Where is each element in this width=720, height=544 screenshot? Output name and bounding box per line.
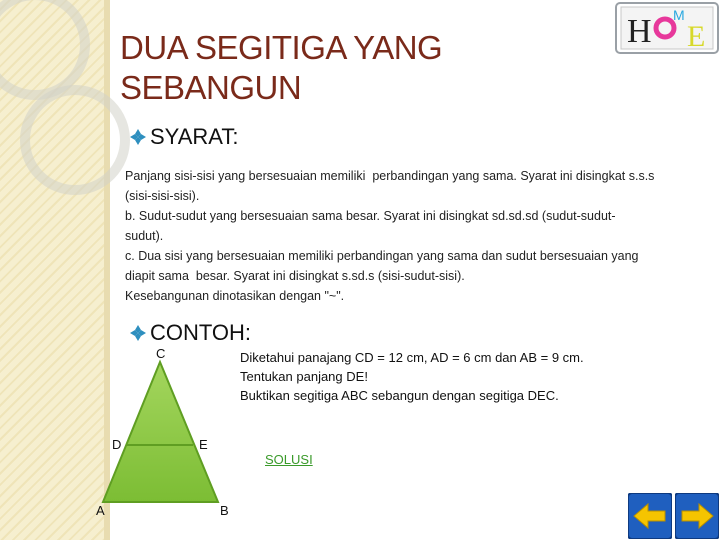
vertex-label-e: E <box>199 437 208 452</box>
title-line-1: DUA SEGITIGA YANG <box>120 29 443 66</box>
syarat-heading <box>130 124 238 150</box>
syarat-line: diapit sama besar. Syarat ini disingkat s.sd.s (sisi-sudut-sisi). <box>125 269 465 283</box>
next-button[interactable] <box>675 493 719 539</box>
triangle-abc <box>103 362 218 502</box>
home-logo[interactable] <box>615 2 719 54</box>
solusi-link[interactable]: SOLUSI <box>265 452 313 467</box>
prev-button[interactable] <box>628 493 672 539</box>
problem-line: Tentukan panjang DE! <box>240 369 368 384</box>
diamond-bullet-icon <box>130 325 146 341</box>
syarat-line: sudut). <box>125 229 164 243</box>
syarat-label: SYARAT: <box>150 124 239 149</box>
syarat-line: c. Dua sisi yang bersesuaian memiliki perbandingan yang sama dan sudut bersesuaian yang <box>125 249 639 263</box>
syarat-line: Kesebangunan dinotasikan dengan "~". <box>125 289 345 303</box>
syarat-paragraph <box>125 166 705 306</box>
triangle-figure <box>100 350 240 520</box>
vertex-label-b: B <box>220 503 229 518</box>
vertex-label-c: C <box>156 346 166 361</box>
contoh-label: CONTOH: <box>150 320 252 345</box>
title-line-2: SEBANGUN <box>120 69 302 106</box>
page-title <box>120 28 442 108</box>
syarat-line: (sisi-sisi-sisi). <box>125 189 200 203</box>
problem-statement <box>240 348 584 405</box>
syarat-line: b. Sudut-sudut yang bersesuaian sama besar. Syarat ini disingkat sd.sd.sd (sudut-sudut- <box>125 209 616 223</box>
vertex-label-a: A <box>96 503 105 518</box>
logo-letter-h: H <box>627 13 652 50</box>
logo-letter-e: E <box>687 20 706 53</box>
diamond-bullet-icon <box>130 129 146 145</box>
decorative-ring-bottom <box>20 85 130 195</box>
syarat-line: Panjang sisi-sisi yang bersesuaian memiliki perbandingan yang sama. Syarat ini disingkat s.s.s <box>125 169 655 183</box>
vertex-label-d: D <box>112 437 122 452</box>
logo-letter-m: M <box>673 7 685 23</box>
problem-line: Buktikan segitiga ABC sebangun dengan segitiga DEC. <box>240 388 559 403</box>
contoh-heading <box>130 320 251 346</box>
problem-line: Diketahui panajang CD = 12 cm, AD = 6 cm dan AB = 9 cm. <box>240 350 584 365</box>
